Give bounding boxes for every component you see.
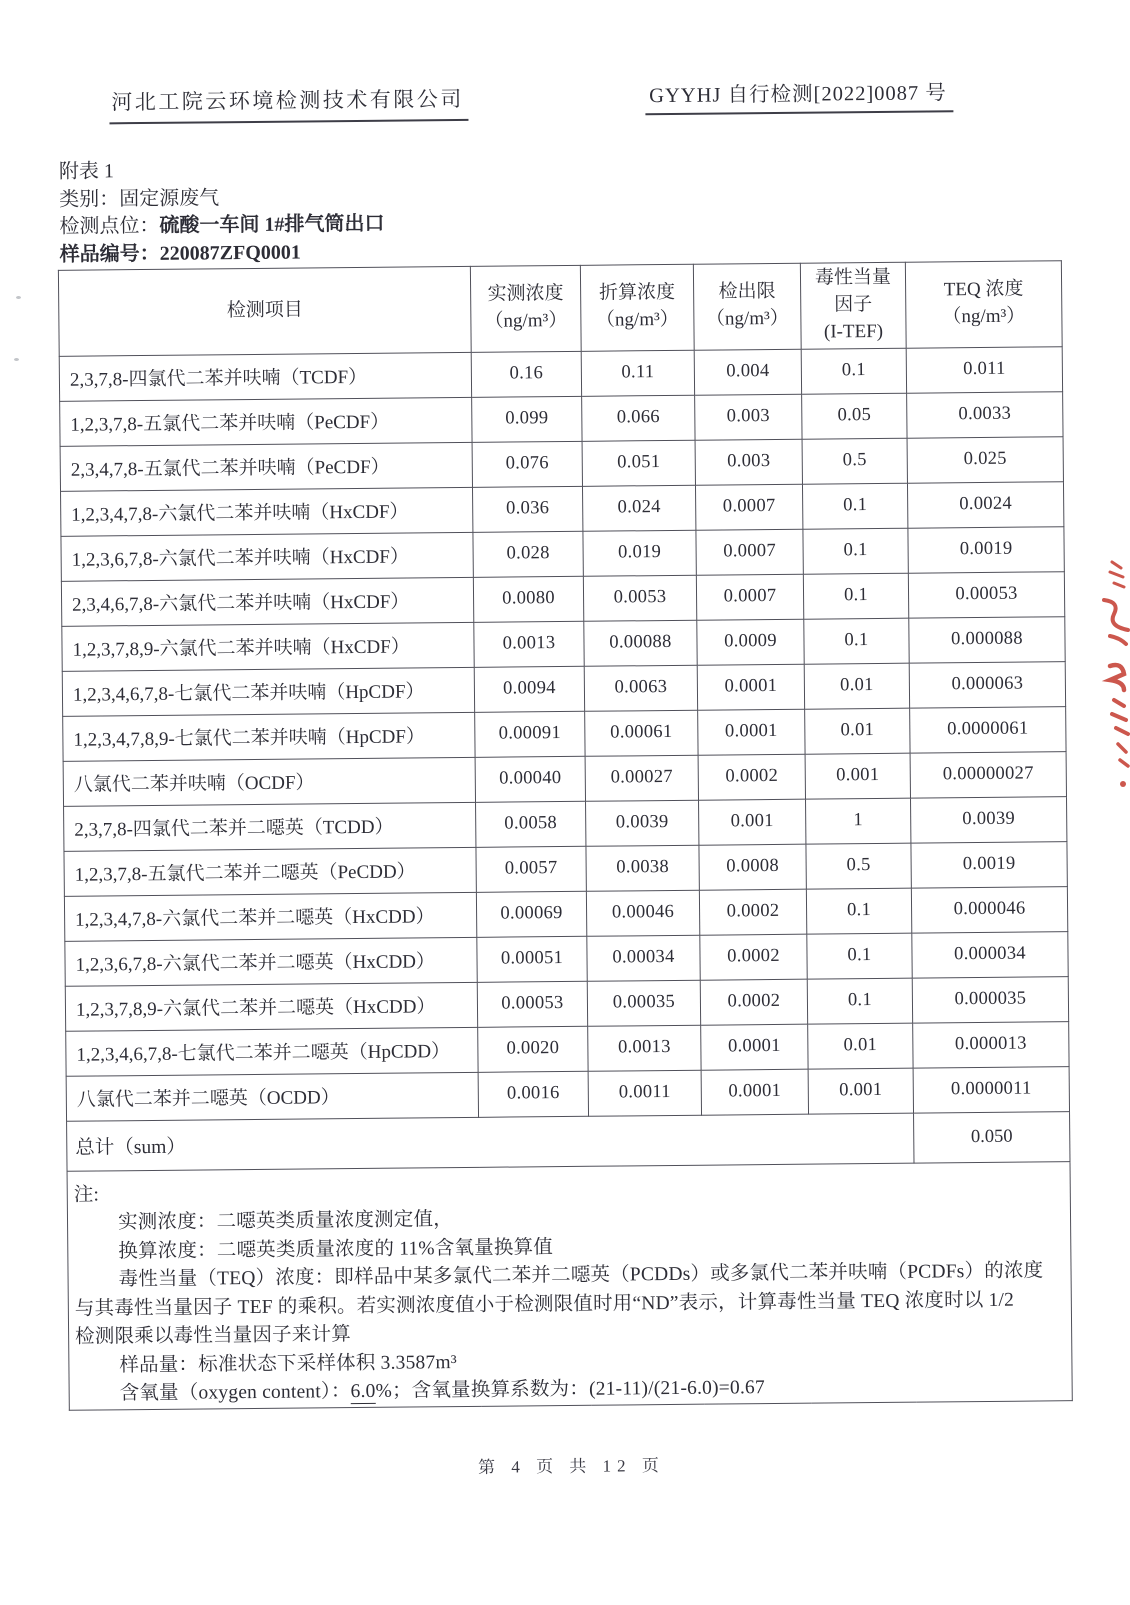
value-cell: 0.16 [471,351,581,397]
value-cell: 0.0007 [696,574,803,620]
value-cell: 0.076 [472,441,582,487]
value-cell: 0.001 [805,753,910,799]
value-cell: 0.0001 [701,1024,808,1070]
note-measured: 实测浓度：二噁英类质量浓度测定值， [117,1209,454,1234]
sample-id-value: 220087ZFQ0001 [159,241,301,265]
analyte-name: 2,3,7,8-四氯代二苯并二噁英（TCDD） [64,802,476,851]
notes-row [67,1162,1072,1411]
note-sample-volume: 样品量：标准状态下采样体积 3.3587m³ [119,1351,457,1377]
value-cell: 0.099 [472,396,582,442]
value-cell: 0.0000011 [913,1067,1069,1113]
value-cell: 0.1 [807,978,912,1024]
value-cell: 0.0011 [588,1070,701,1116]
sample-meta-block [59,156,385,269]
value-cell: 0.5 [806,843,911,889]
value-cell: 0.0001 [701,1069,808,1115]
value-cell: 0.0007 [696,529,803,575]
value-cell: 0.000088 [909,617,1065,663]
location-label: 检测点位： [59,214,160,238]
column-header-tef: 毒性当量 因子 (I-TEF) [800,262,906,349]
analyte-name: 八氯代二苯并呋喃（OCDF） [63,757,475,806]
value-cell: 0.1 [803,573,908,619]
value-cell: 0.0038 [586,845,699,891]
notes-title: 注: [73,1184,100,1206]
notes-cell [67,1162,1072,1411]
value-cell: 0.0009 [697,619,804,665]
note-teq-2: 与其毒性当量因子 TEF 的乘积。若实测浓度值小于检测限值时用“ND”表示，计算毒性当量 TEQ 浓度时以 1/2 [74,1289,1015,1320]
analyte-name: 1,2,3,4,6,7,8-七氯代二苯并二噁英（HpCDD） [66,1027,478,1076]
value-cell: 0.0039 [910,797,1066,843]
company-name: 河北工院云环境检测技术有限公司 [109,83,468,124]
sample-id-label: 样品编号： [59,242,160,266]
analyte-name: 1,2,3,7,8-五氯代二苯并呋喃（PeCDF） [60,397,472,446]
value-cell: 0.0016 [478,1071,588,1117]
value-cell: 0.00000027 [910,752,1066,798]
location-value: 硫酸一车间 1#排气筒出口 [159,212,385,237]
value-cell: 0.024 [582,485,695,531]
value-cell: 0.0002 [698,754,805,800]
value-cell: 0.0024 [907,482,1063,528]
analyte-name: 2,3,4,7,8-五氯代二苯并呋喃（PeCDF） [60,442,472,491]
scan-speck [14,358,19,361]
value-cell: 0.000035 [912,977,1068,1023]
value-cell: 0.0001 [698,709,805,755]
scan-speck [16,296,21,299]
value-cell: 0.000063 [909,662,1065,708]
value-cell: 0.036 [472,486,582,532]
value-cell: 0.000046 [911,887,1067,933]
value-cell: 0.0039 [586,800,699,846]
value-cell: 0.000013 [913,1022,1069,1068]
value-cell: 0.00069 [476,891,586,937]
column-header-teq: TEQ 浓度 （ng/m³） [905,261,1062,348]
value-cell: 0.0053 [583,575,696,621]
column-header-item: 检测项目 [58,266,471,356]
value-cell: 0.0094 [474,666,584,712]
category-label: 类别： [59,187,120,211]
value-cell: 0.0002 [700,934,807,980]
oxygen-label: 含氧量（oxygen content）： [119,1381,351,1405]
sum-teq-value: 0.050 [914,1112,1070,1163]
value-cell: 0.0002 [700,979,807,1025]
oxygen-formula: %；含氧量换算系数为：(21-11)/(21-6.0)=0.67 [375,1377,765,1403]
value-cell: 0.019 [583,530,696,576]
value-cell: 0.00091 [475,711,585,757]
value-cell: 0.0080 [473,576,583,622]
appendix-label: 附表 1 [58,160,115,183]
analyte-name: 1,2,3,7,8,9-六氯代二苯并二噁英（HxCDD） [65,982,477,1031]
note-teq-1: 毒性当量（TEQ）浓度：即样品中某多氯代二苯并二噁英（PCDDs）或多氯代二苯并呋喃（PCDFs）的浓度 [118,1260,1044,1291]
analyte-name: 2,3,7,8-四氯代二苯并呋喃（TCDF） [59,352,471,401]
value-cell: 0.0002 [699,889,806,935]
value-cell: 0.01 [808,1023,913,1069]
value-cell: 0.01 [804,663,909,709]
value-cell: 0.00040 [475,756,585,802]
analyte-name: 八氯代二苯并二噁英（OCDD） [66,1072,478,1121]
document-number: GYYHJ 自行检测[2022]0087 号 [645,75,953,115]
column-header-converted: 折算浓度 （ng/m³） [580,264,694,351]
value-cell: 0.0019 [911,842,1067,888]
sum-label: 总计（sum） [67,1113,914,1171]
value-cell: 0.011 [906,347,1062,393]
value-cell: 0.0013 [474,621,584,667]
value-cell: 0.00061 [585,710,698,756]
value-cell: 0.0013 [588,1025,701,1071]
value-cell: 0.0000061 [910,707,1066,753]
value-cell: 0.1 [801,348,906,394]
value-cell: 0.00027 [585,755,698,801]
value-cell: 0.0063 [584,665,697,711]
value-cell: 0.1 [806,888,911,934]
oxygen-value-underlined: 6.0 [350,1381,376,1403]
value-cell: 0.0001 [697,664,804,710]
value-cell: 0.0058 [476,801,586,847]
value-cell: 0.0007 [695,484,802,530]
analyte-name: 1,2,3,4,7,8-六氯代二苯并呋喃（HxCDF） [61,487,473,536]
value-cell: 0.003 [695,394,802,440]
value-cell: 0.066 [582,395,695,441]
value-cell: 0.00034 [587,935,700,981]
table-header-row [58,261,1062,357]
value-cell: 0.001 [808,1068,913,1114]
value-cell: 0.051 [582,440,695,486]
value-cell: 0.0033 [907,392,1063,438]
value-cell: 0.00051 [477,936,587,982]
analyte-name: 1,2,3,7,8,9-六氯代二苯并呋喃（HxCDF） [62,622,474,671]
value-cell: 0.00046 [586,890,699,936]
value-cell: 0.1 [807,933,912,979]
analyte-name: 1,2,3,4,6,7,8-七氯代二苯并呋喃（HpCDF） [62,667,474,716]
value-cell: 0.00035 [587,980,700,1026]
value-cell: 0.0020 [478,1026,588,1072]
sample-id-line [60,238,385,269]
value-cell: 0.001 [699,799,806,845]
red-stamp-fragment [1082,548,1130,808]
analyte-name: 1,2,3,4,7,8,9-七氯代二苯并呋喃（HpCDF） [63,712,475,761]
value-cell: 0.1 [802,483,907,529]
analyte-name: 1,2,3,7,8-五氯代二苯并二噁英（PeCDD） [64,847,476,896]
column-header-detection-limit: 检出限 （ng/m³） [693,263,801,350]
analyte-name: 1,2,3,6,7,8-六氯代二苯并二噁英（HxCDD） [65,937,477,986]
value-cell: 0.0008 [699,844,806,890]
note-converted: 换算浓度：二噁英类质量浓度的 11%含氧量换算值 [118,1237,554,1263]
value-cell: 0.004 [694,349,801,395]
value-cell: 0.1 [803,528,908,574]
value-cell: 0.5 [802,438,907,484]
page-number: 第 4 页 共 12 页 [477,1456,665,1477]
value-cell: 0.05 [802,393,907,439]
value-cell: 0.028 [473,531,583,577]
value-cell: 1 [806,798,911,844]
value-cell: 0.00088 [584,620,697,666]
results-table [58,260,1073,1410]
column-header-measured: 实测浓度 （ng/m³） [470,265,581,352]
analyte-name: 1,2,3,6,7,8-六氯代二苯并呋喃（HxCDF） [61,532,473,581]
value-cell: 0.11 [581,350,694,396]
category-line [59,183,384,214]
value-cell: 0.1 [804,618,909,664]
analyte-name: 2,3,4,6,7,8-六氯代二苯并呋喃（HxCDF） [61,577,473,626]
value-cell: 0.025 [907,437,1063,483]
location-line [59,211,384,242]
value-cell: 0.0019 [908,527,1064,573]
value-cell: 0.0057 [476,846,586,892]
value-cell: 0.003 [695,439,802,485]
value-cell: 0.000034 [912,932,1068,978]
category-value: 固定源废气 [119,186,220,210]
analyte-name: 1,2,3,4,7,8-六氯代二苯并二噁英（HxCDD） [64,892,476,941]
value-cell: 0.00053 [908,572,1064,618]
value-cell: 0.01 [805,708,910,754]
note-teq-3: 检测限乘以毒性当量因子来计算 [75,1324,352,1349]
value-cell: 0.00053 [477,981,587,1027]
